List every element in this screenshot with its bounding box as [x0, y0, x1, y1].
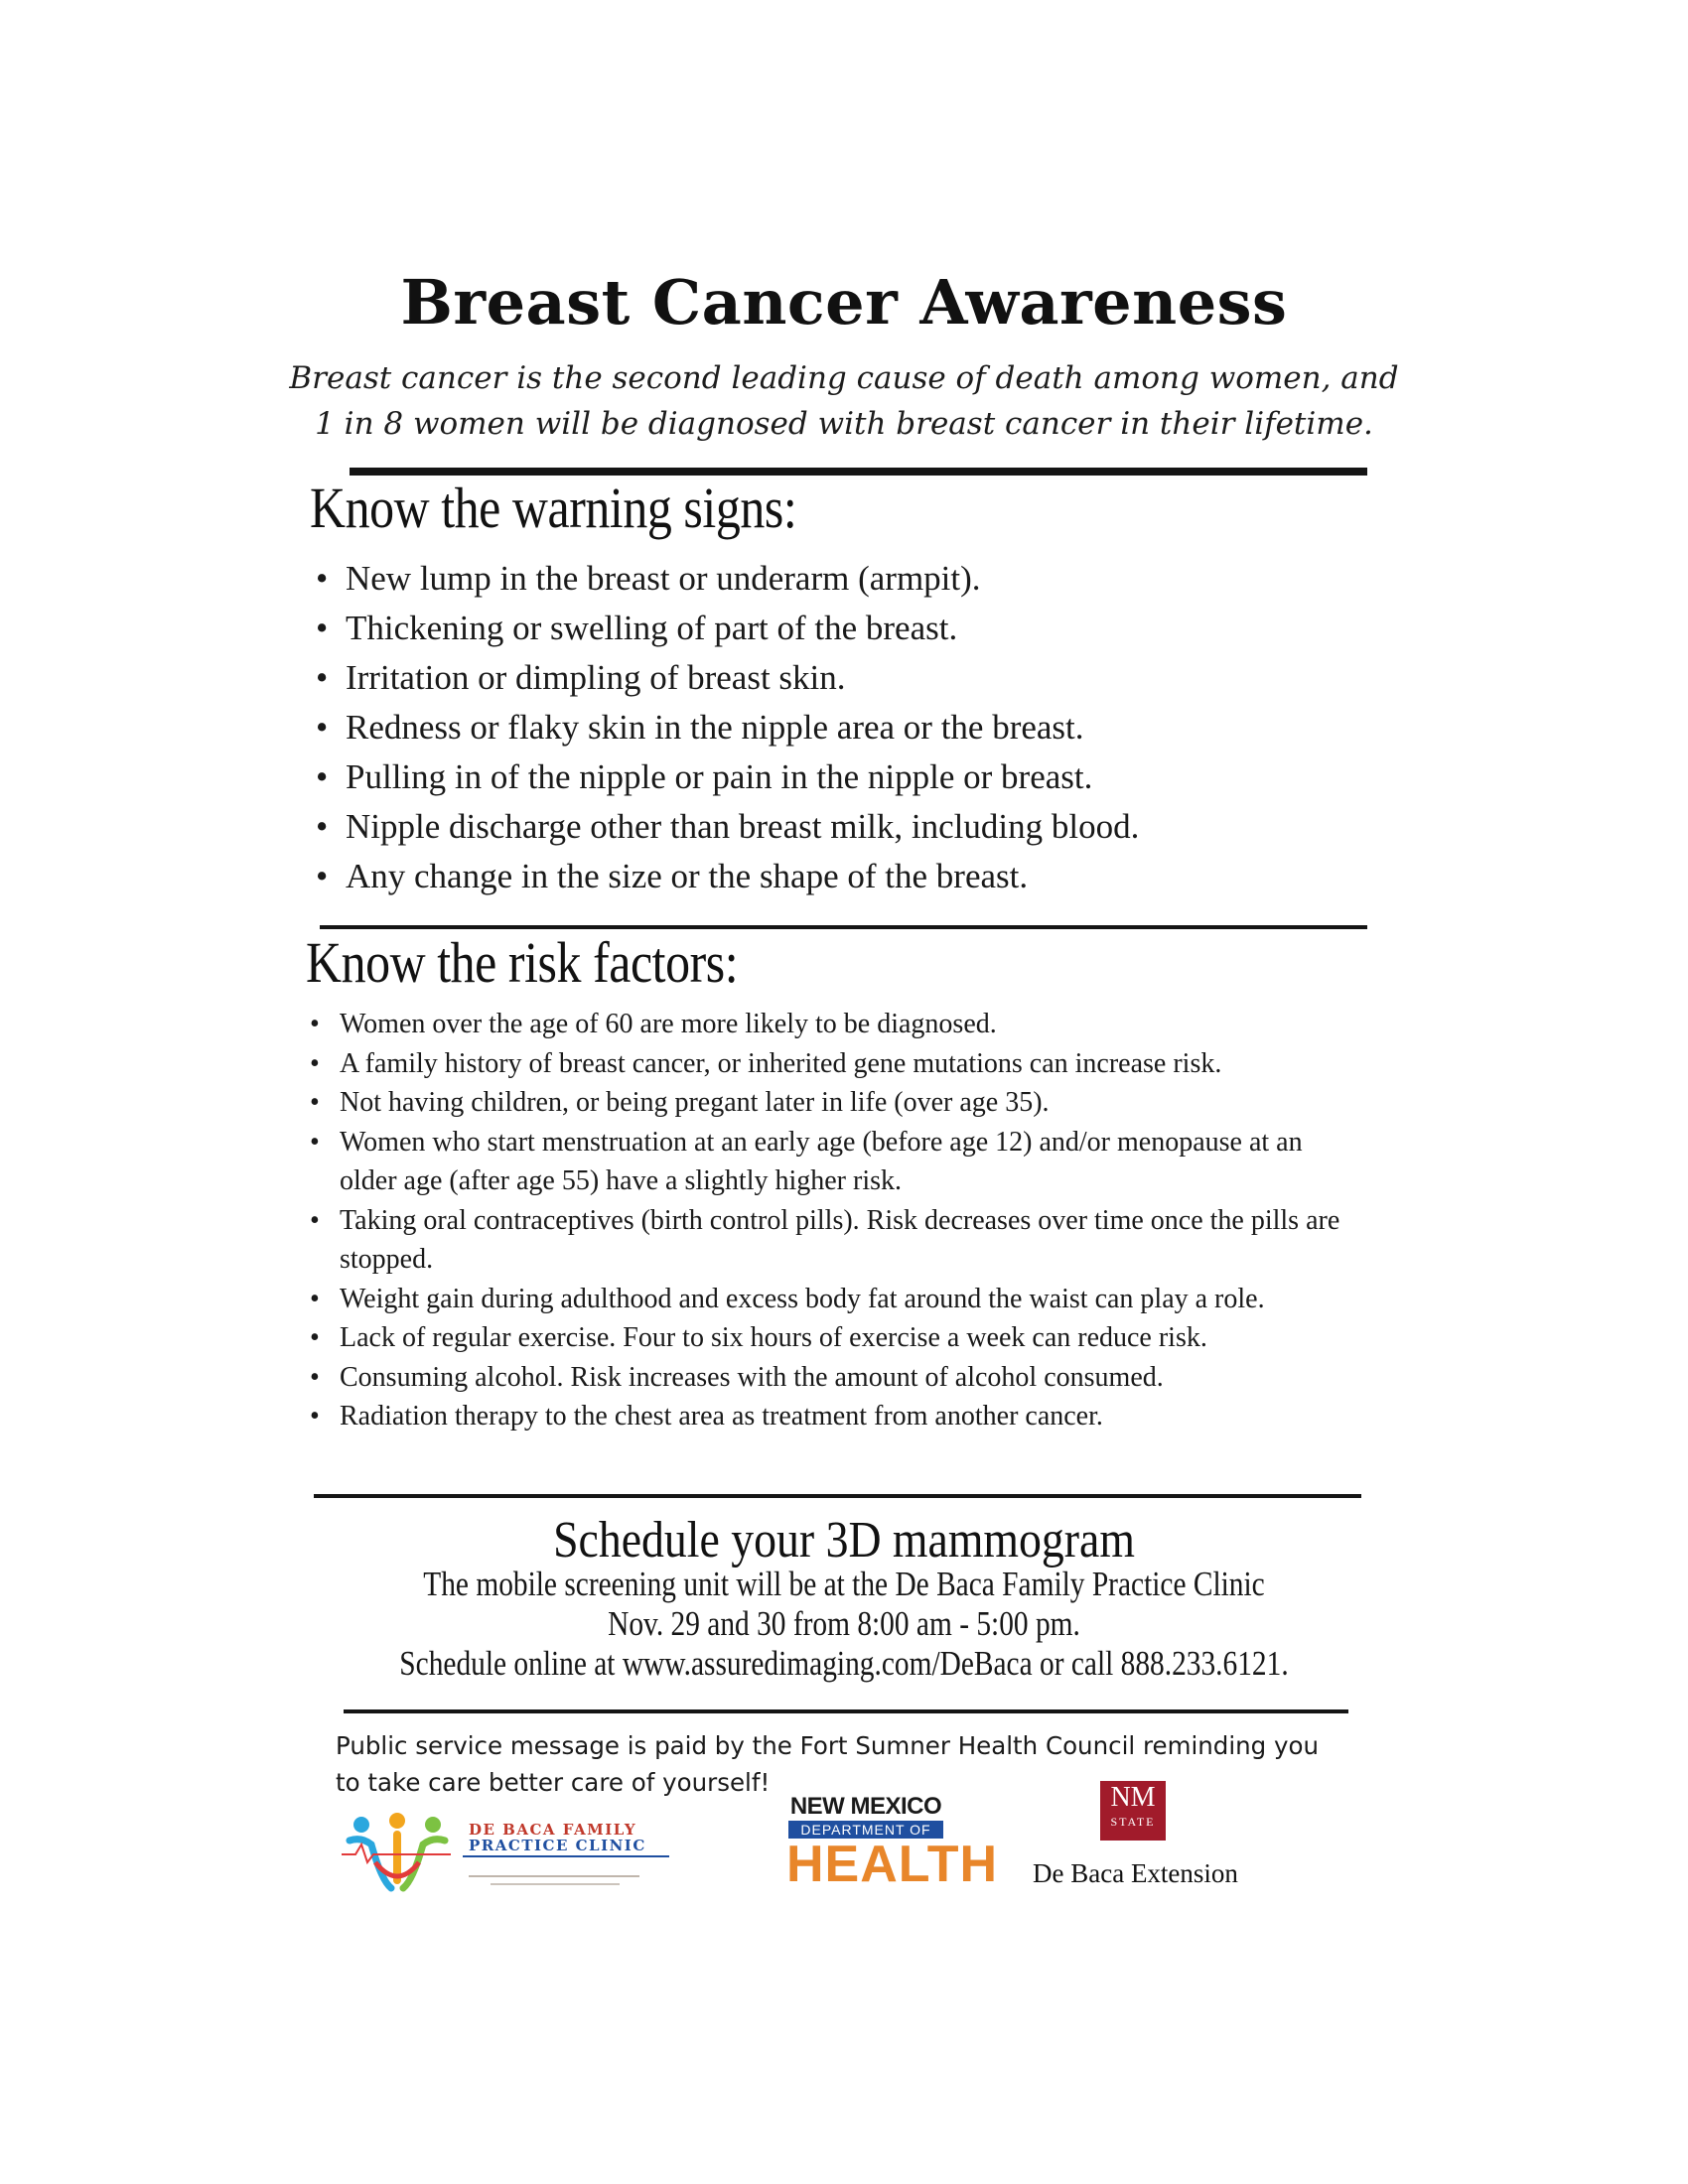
list-item: • Weight gain during adulthood and excess body fat around the waist can play a role.: [310, 1280, 1362, 1319]
divider-risk: [314, 1494, 1361, 1498]
schedule-line-2: Nov. 29 and 30 from 8:00 am - 5:00 pm.: [608, 1604, 1080, 1643]
debaca-clinic-logo: [342, 1811, 679, 1894]
list-item: • Pulling in of the nipple or pain in the nipple or breast.: [316, 752, 1408, 802]
list-item: • Taking oral contraceptives (birth control pills). Risk decreases over time once the pills are stopped.: [310, 1201, 1392, 1280]
psa-message: [336, 1727, 1348, 1801]
page-title: Breast Cancer Awareness: [400, 266, 1288, 339]
schedule-line-3: Schedule online at www.assuredimaging.com/DeBaca or call 888.233.6121.: [399, 1644, 1289, 1683]
list-item: • A family history of breast cancer, or inherited gene mutations can increase risk.: [310, 1044, 1402, 1084]
list-item: • Radiation therapy to the chest area as treatment from another cancer.: [310, 1397, 1402, 1436]
list-item: • New lump in the breast or underarm (armpit).: [316, 554, 1408, 604]
schedule-line-1: The mobile screening unit will be at the De Baca Family Practice Clinic: [423, 1565, 1265, 1603]
divider-schedule: [344, 1709, 1348, 1713]
risk-factors-list: [310, 1005, 1402, 1436]
list-item: • Any change in the size or the shape of the breast.: [316, 852, 1408, 901]
subtitle-line-1: Breast cancer is the second leading cause of death among women, and: [289, 360, 1399, 396]
subtitle-line-2: 1 in 8 women will be diagnosed with breast cancer in their lifetime.: [315, 406, 1373, 442]
list-item: • Irritation or dimpling of breast skin.: [316, 653, 1408, 703]
schedule-details: [135, 1565, 1553, 1684]
list-item: • Redness or flaky skin in the nipple area or the breast.: [316, 703, 1408, 752]
nmsu-logo: [1100, 1781, 1166, 1841]
subtitle: [278, 355, 1410, 447]
schedule-heading: Schedule your 3D mammogram: [553, 1512, 1135, 1569]
list-item: • Thickening or swelling of part of the breast.: [316, 604, 1408, 653]
risk-factors-heading: Know the risk factors:: [306, 930, 739, 995]
nmsu-sub: STATE: [1110, 1815, 1156, 1829]
nm-health-line-3: HEALTH: [786, 1836, 999, 1893]
psa-line-1: Public service message is paid by the Fort Sumner Health Council reminding you: [336, 1731, 1320, 1760]
clinic-name-line-2: PRACTICE CLINIC: [469, 1837, 646, 1854]
warning-signs-list: [316, 554, 1408, 901]
clinic-name-line-1: DE BACA FAMILY: [469, 1821, 637, 1839]
list-item: • Nipple discharge other than breast milk, including blood.: [316, 802, 1408, 852]
list-item: • Lack of regular exercise. Four to six hours of exercise a week can reduce risk.: [310, 1318, 1402, 1358]
nm-health-logo: [786, 1793, 999, 1893]
list-item: • Not having children, or being pregant later in life (over age 35).: [310, 1083, 1402, 1123]
list-item: • Consuming alcohol. Risk increases with the amount of alcohol consumed.: [310, 1358, 1402, 1398]
list-item: • Women over the age of 60 are more likely to be diagnosed.: [310, 1005, 1402, 1044]
warning-signs-heading: Know the warning signs:: [310, 476, 797, 540]
nmsu-mark: NM: [1110, 1782, 1156, 1813]
extension-label: De Baca Extension: [1033, 1858, 1238, 1888]
psa-line-2: to take care better care of yourself!: [336, 1768, 771, 1797]
nm-health-line-2: DEPARTMENT OF: [788, 1821, 943, 1839]
nm-health-line-1: NEW MEXICO: [789, 1793, 942, 1820]
list-item: • Women who start menstruation at an early age (before age 12) and/or menopause at an older age (after age 55) have a slightly higher risk.: [310, 1123, 1342, 1201]
